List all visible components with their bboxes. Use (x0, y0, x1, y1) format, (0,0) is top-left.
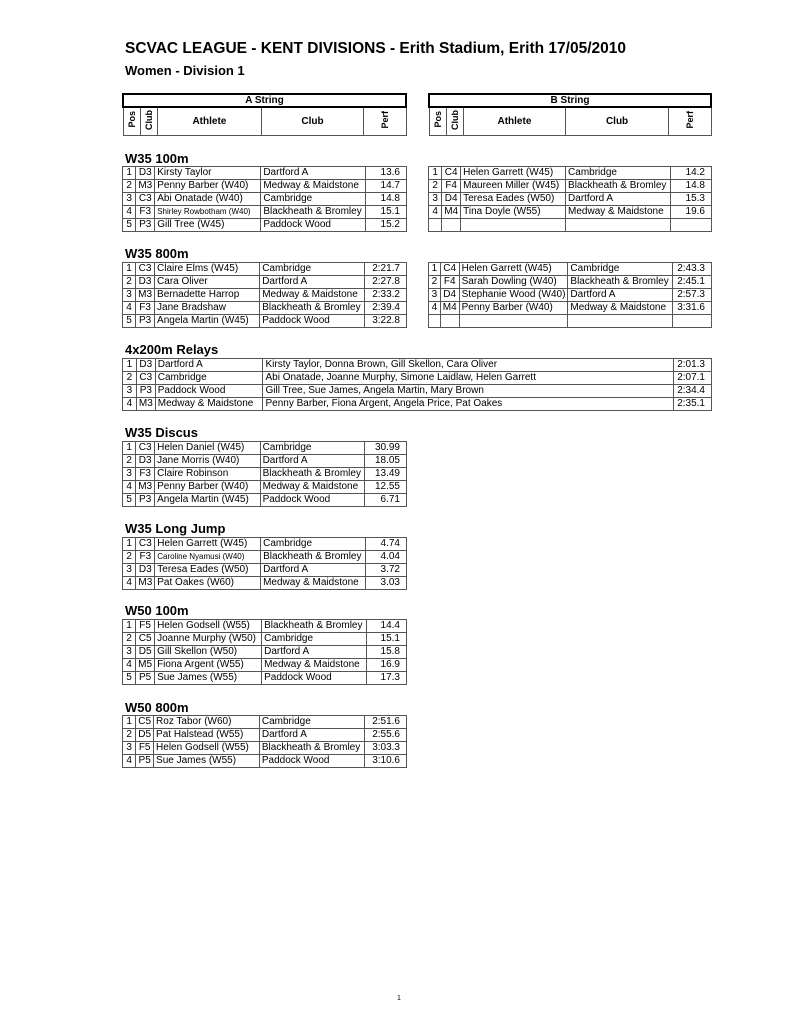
team-cell: Cambridge (155, 372, 263, 385)
pos-cell: 4 (123, 206, 136, 219)
table-row (123, 468, 407, 481)
w50-800m-table (122, 715, 407, 768)
table-row (123, 729, 407, 742)
pos-cell: 2 (123, 455, 136, 468)
club-cell: Blackheath & Bromley (566, 180, 671, 193)
pos-cell: 4 (123, 755, 136, 768)
club-cell: Paddock Wood (260, 315, 365, 328)
club-code-cell: M3 (136, 289, 155, 302)
club-code-cell: P3 (136, 315, 155, 328)
page-subtitle: Women - Division 1 (125, 63, 245, 78)
a-string-label: A String (123, 94, 406, 107)
club-cell: Paddock Wood (259, 755, 364, 768)
runners-cell: Abi Onatade, Joanne Murphy, Simone Laidlaw, Helen Garrett (263, 372, 674, 385)
perf-cell: 2:51.6 (364, 716, 407, 729)
w35-long-jump-table (122, 537, 407, 590)
athlete-cell: Angela Martin (W45) (155, 494, 260, 507)
table-row (123, 646, 407, 659)
table-row (123, 755, 407, 768)
perf-cell: 2:34.4 (674, 385, 712, 398)
club-cell: Dartford A (259, 729, 364, 742)
table-row (123, 742, 407, 755)
section-w35-long-jump: W35 Long Jump (125, 521, 226, 536)
table-row (123, 564, 407, 577)
club-cell: Medway & Maidstone (260, 481, 365, 494)
club-code-cell: M4 (440, 302, 459, 315)
athlete-cell: Gill Tree (W45) (155, 219, 261, 232)
club-code-cell: D4 (442, 193, 461, 206)
perf-cell: 15.3 (671, 193, 712, 206)
team-cell: Medway & Maidstone (155, 398, 263, 411)
athlete-cell: Shirley Rowbotham (W40) (155, 206, 261, 219)
table-row (123, 538, 407, 551)
perf-cell: 2:27.8 (364, 276, 406, 289)
col-athlete: Athlete (463, 107, 566, 136)
club-cell: Dartford A (262, 646, 367, 659)
athlete-cell: Helen Garrett (W45) (459, 263, 568, 276)
athlete-cell: Joanne Murphy (W50) (155, 633, 262, 646)
athlete-cell: Claire Robinson (155, 468, 260, 481)
perf-cell: 2:45.1 (672, 276, 711, 289)
table-row (429, 206, 712, 219)
w35-discus-table (122, 441, 407, 507)
pos-cell: 2 (123, 276, 136, 289)
pos-cell: 1 (123, 716, 136, 729)
club-cell: Medway & Maidstone (261, 577, 366, 590)
club-code-cell: D4 (440, 289, 459, 302)
table-row (429, 167, 712, 180)
club-code-cell: D3 (136, 564, 155, 577)
table-row (123, 672, 407, 685)
club-cell: Paddock Wood (262, 672, 367, 685)
table-row (123, 180, 407, 193)
table-row (123, 219, 407, 232)
pos-cell: 1 (429, 263, 441, 276)
b-string-header (428, 93, 712, 136)
pos-cell (429, 219, 442, 232)
perf-cell (671, 219, 712, 232)
club-code-cell: M3 (136, 398, 155, 411)
athlete-cell (461, 219, 566, 232)
athlete-cell: Jane Morris (W40) (155, 455, 260, 468)
table-row (429, 289, 712, 302)
pos-cell: 2 (123, 729, 136, 742)
w50-100m-table (122, 619, 407, 685)
athlete-cell: Helen Daniel (W45) (155, 442, 260, 455)
perf-cell: 4.74 (365, 538, 406, 551)
pos-cell: 5 (123, 315, 136, 328)
club-cell: Dartford A (260, 455, 365, 468)
pos-cell: 4 (429, 206, 442, 219)
pos-cell (429, 315, 441, 328)
pos-cell: 1 (429, 167, 442, 180)
perf-cell: 2:01.3 (674, 359, 712, 372)
club-code-cell: D3 (136, 167, 155, 180)
club-cell (568, 315, 672, 328)
table-row (429, 263, 712, 276)
club-code-cell: C4 (440, 263, 459, 276)
club-code-cell: D3 (136, 359, 155, 372)
club-code-cell: F3 (136, 206, 155, 219)
perf-cell: 6.71 (365, 494, 407, 507)
table-row (123, 206, 407, 219)
athlete-cell: Sue James (W55) (155, 672, 262, 685)
club-code-cell: P3 (136, 494, 155, 507)
table-row (123, 276, 407, 289)
page-number: 1 (397, 995, 401, 1002)
w35-100m-a-table (122, 166, 407, 232)
col-pos: Pos (123, 107, 140, 136)
w35-100m-b-table (428, 166, 712, 232)
col-club: Club (566, 107, 668, 136)
pos-cell: 3 (123, 385, 137, 398)
club-code-cell: D3 (136, 276, 155, 289)
perf-cell: 14.2 (671, 167, 712, 180)
table-row (123, 372, 712, 385)
table-row (429, 193, 712, 206)
a-string-header (122, 93, 407, 136)
club-cell: Dartford A (261, 564, 366, 577)
perf-cell: 16.9 (366, 659, 406, 672)
page-title: SCVAC LEAGUE - KENT DIVISIONS - Erith Stadium, Erith 17/05/2010 (125, 40, 626, 57)
pos-cell: 4 (123, 302, 136, 315)
club-cell: Dartford A (261, 167, 366, 180)
perf-cell: 2:21.7 (364, 263, 406, 276)
club-code-cell: P3 (136, 219, 155, 232)
club-code-cell: P5 (136, 672, 155, 685)
club-cell: Blackheath & Bromley (261, 551, 366, 564)
perf-cell: 2:33.2 (364, 289, 406, 302)
athlete-cell: Helen Godsell (W55) (155, 620, 262, 633)
club-code-cell: M3 (136, 577, 155, 590)
perf-cell: 13.49 (365, 468, 407, 481)
athlete-cell: Sue James (W55) (154, 755, 260, 768)
perf-cell: 3:10.6 (364, 755, 407, 768)
section-w35-100m: W35 100m (125, 151, 189, 166)
pos-cell: 3 (123, 742, 136, 755)
pos-cell: 2 (123, 551, 136, 564)
pos-cell: 4 (123, 659, 136, 672)
club-cell: Dartford A (568, 289, 672, 302)
athlete-cell: Helen Garrett (W45) (155, 538, 261, 551)
club-cell: Dartford A (566, 193, 671, 206)
club-code-cell: C3 (136, 442, 155, 455)
perf-cell: 19.6 (671, 206, 712, 219)
club-code-cell: D5 (136, 646, 155, 659)
athlete-cell: Penny Barber (W40) (155, 180, 261, 193)
club-cell: Cambridge (259, 716, 364, 729)
perf-cell: 3.72 (365, 564, 406, 577)
athlete-cell: Roz Tabor (W60) (154, 716, 260, 729)
club-code-cell: C5 (136, 716, 154, 729)
club-cell: Medway & Maidstone (262, 659, 367, 672)
club-cell: Medway & Maidstone (260, 289, 365, 302)
table-row (123, 577, 407, 590)
club-code-cell: P5 (136, 755, 154, 768)
pos-cell: 3 (429, 289, 441, 302)
perf-cell: 2:43.3 (672, 263, 711, 276)
club-code-cell: M3 (136, 180, 155, 193)
athlete-cell (459, 315, 568, 328)
table-row (123, 289, 407, 302)
perf-cell: 4.04 (365, 551, 406, 564)
pos-cell: 1 (123, 359, 137, 372)
perf-cell: 14.8 (366, 193, 407, 206)
table-row (429, 180, 712, 193)
athlete-cell: Teresa Eades (W50) (461, 193, 566, 206)
athlete-cell: Cara Oliver (155, 276, 260, 289)
pos-cell: 2 (429, 180, 442, 193)
athlete-cell: Jane Bradshaw (155, 302, 260, 315)
section-w35-discus: W35 Discus (125, 425, 198, 440)
col-club: Club (262, 107, 363, 136)
pos-cell: 5 (123, 219, 136, 232)
athlete-cell: Penny Barber (W40) (155, 481, 260, 494)
club-code-cell: M5 (136, 659, 155, 672)
perf-cell: 15.1 (366, 633, 406, 646)
club-cell: Cambridge (262, 633, 367, 646)
table-row (123, 385, 712, 398)
section-w50-800m: W50 800m (125, 700, 189, 715)
perf-cell: 14.8 (671, 180, 712, 193)
col-pos: Pos (429, 107, 446, 136)
club-code-cell: F5 (136, 620, 155, 633)
athlete-cell: Gill Skellon (W50) (155, 646, 262, 659)
table-row (429, 219, 712, 232)
perf-cell: 15.8 (366, 646, 406, 659)
pos-cell: 2 (123, 633, 136, 646)
pos-cell: 3 (123, 468, 136, 481)
club-cell: Cambridge (566, 167, 671, 180)
club-cell: Cambridge (260, 442, 365, 455)
pos-cell: 4 (123, 398, 137, 411)
pos-cell: 4 (123, 577, 136, 590)
table-row (123, 167, 407, 180)
perf-cell: 3.03 (365, 577, 406, 590)
athlete-cell: Fiona Argent (W55) (155, 659, 262, 672)
perf-cell: 2:55.6 (364, 729, 407, 742)
relays-table (122, 358, 712, 411)
pos-cell: 4 (429, 302, 441, 315)
pos-cell: 3 (123, 646, 136, 659)
perf-cell: 2:07.1 (674, 372, 712, 385)
table-row (123, 263, 407, 276)
w35-800m-a-table (122, 262, 407, 328)
table-row (429, 302, 712, 315)
section-w35-800m: W35 800m (125, 246, 189, 261)
perf-cell: 2:57.3 (672, 289, 711, 302)
table-row (123, 193, 407, 206)
pos-cell: 4 (123, 481, 136, 494)
club-cell: Blackheath & Bromley (259, 742, 364, 755)
athlete-cell: Claire Elms (W45) (155, 263, 260, 276)
club-cell: Medway & Maidstone (261, 180, 366, 193)
pos-cell: 3 (123, 564, 136, 577)
perf-cell: 3:22.8 (364, 315, 406, 328)
perf-cell: 12.55 (365, 481, 407, 494)
club-code-cell: C3 (136, 193, 155, 206)
club-code-cell: F4 (440, 276, 459, 289)
athlete-cell: Sarah Dowling (W40) (459, 276, 568, 289)
club-cell: Blackheath & Bromley (260, 468, 365, 481)
athlete-cell: Abi Onatade (W40) (155, 193, 261, 206)
athlete-cell: Kirsty Taylor (155, 167, 261, 180)
club-code-cell: M4 (442, 206, 461, 219)
col-perf: Perf (363, 107, 406, 136)
col-club-code: Club (140, 107, 157, 136)
perf-cell: 2:35.1 (674, 398, 712, 411)
runners-cell: Penny Barber, Fiona Argent, Angela Price, Pat Oakes (263, 398, 674, 411)
table-row (123, 359, 712, 372)
club-cell: Blackheath & Bromley (261, 206, 366, 219)
table-row (123, 659, 407, 672)
perf-cell: 15.2 (366, 219, 407, 232)
athlete-cell: Tina Doyle (W55) (461, 206, 566, 219)
table-row (123, 481, 407, 494)
club-cell: Medway & Maidstone (568, 302, 672, 315)
col-athlete: Athlete (157, 107, 262, 136)
table-row (123, 494, 407, 507)
runners-cell: Gill Tree, Sue James, Angela Martin, Mary Brown (263, 385, 674, 398)
athlete-cell: Helen Garrett (W45) (461, 167, 566, 180)
pos-cell: 5 (123, 494, 136, 507)
pos-cell: 1 (123, 167, 136, 180)
athlete-cell: Penny Barber (W40) (459, 302, 568, 315)
club-code-cell: D5 (136, 729, 154, 742)
table-row (429, 315, 712, 328)
col-club-code: Club (446, 107, 463, 136)
table-row (123, 398, 712, 411)
club-code-cell: C4 (442, 167, 461, 180)
club-code-cell (440, 315, 459, 328)
table-row (123, 455, 407, 468)
club-code-cell: C5 (136, 633, 155, 646)
table-row (123, 633, 407, 646)
club-cell (566, 219, 671, 232)
perf-cell: 2:39.4 (364, 302, 406, 315)
club-code-cell (442, 219, 461, 232)
col-perf: Perf (668, 107, 711, 136)
club-code-cell: F3 (136, 302, 155, 315)
athlete-cell: Teresa Eades (W50) (155, 564, 261, 577)
pos-cell: 3 (123, 193, 136, 206)
club-code-cell: F3 (136, 551, 155, 564)
athlete-cell: Stephanie Wood (W40) (459, 289, 568, 302)
pos-cell: 2 (123, 180, 136, 193)
table-row (123, 315, 407, 328)
club-cell: Dartford A (260, 276, 365, 289)
pos-cell: 2 (123, 372, 137, 385)
pos-cell: 2 (429, 276, 441, 289)
perf-cell: 18.05 (365, 455, 407, 468)
pos-cell: 1 (123, 620, 136, 633)
perf-cell: 13.6 (366, 167, 407, 180)
perf-cell: 14.4 (366, 620, 406, 633)
club-cell: Medway & Maidstone (566, 206, 671, 219)
table-row (429, 276, 712, 289)
table-row (123, 620, 407, 633)
pos-cell: 1 (123, 263, 136, 276)
club-code-cell: C3 (136, 372, 155, 385)
perf-cell: 3:31.6 (672, 302, 711, 315)
team-cell: Paddock Wood (155, 385, 263, 398)
perf-cell: 15.1 (366, 206, 407, 219)
w35-800m-b-table (428, 262, 712, 328)
team-cell: Dartford A (155, 359, 263, 372)
table-row (123, 551, 407, 564)
club-code-cell: D3 (136, 455, 155, 468)
runners-cell: Kirsty Taylor, Donna Brown, Gill Skellon, Cara Oliver (263, 359, 674, 372)
club-cell: Blackheath & Bromley (260, 302, 365, 315)
club-cell: Cambridge (568, 263, 672, 276)
club-code-cell: M3 (136, 481, 155, 494)
athlete-cell: Angela Martin (W45) (155, 315, 260, 328)
club-code-cell: F5 (136, 742, 154, 755)
athlete-cell: Bernadette Harrop (155, 289, 260, 302)
pos-cell: 1 (123, 538, 136, 551)
pos-cell: 5 (123, 672, 136, 685)
athlete-cell: Helen Godsell (W55) (154, 742, 260, 755)
athlete-cell: Maureen Miller (W45) (461, 180, 566, 193)
perf-cell: 17.3 (366, 672, 406, 685)
club-cell: Blackheath & Bromley (262, 620, 367, 633)
pos-cell: 1 (123, 442, 136, 455)
perf-cell: 3:03.3 (364, 742, 407, 755)
club-cell: Paddock Wood (260, 494, 365, 507)
perf-cell: 30.99 (365, 442, 407, 455)
club-cell: Paddock Wood (261, 219, 366, 232)
club-code-cell: C3 (136, 538, 155, 551)
athlete-cell: Caroline Nyamusi (W40) (155, 551, 261, 564)
section-w50-100m: W50 100m (125, 603, 189, 618)
club-cell: Cambridge (261, 193, 366, 206)
b-string-label: B String (429, 94, 711, 107)
perf-cell: 14.7 (366, 180, 407, 193)
athlete-cell: Pat Oakes (W60) (155, 577, 261, 590)
club-code-cell: C3 (136, 263, 155, 276)
club-cell: Cambridge (260, 263, 365, 276)
club-code-cell: F4 (442, 180, 461, 193)
pos-cell: 3 (123, 289, 136, 302)
perf-cell (672, 315, 711, 328)
club-code-cell: F3 (136, 468, 155, 481)
table-row (123, 442, 407, 455)
club-cell: Blackheath & Bromley (568, 276, 672, 289)
pos-cell: 3 (429, 193, 442, 206)
section-relays: 4x200m Relays (125, 342, 219, 357)
club-cell: Cambridge (261, 538, 366, 551)
athlete-cell: Pat Halstead (W55) (154, 729, 260, 742)
table-row (123, 716, 407, 729)
club-code-cell: P3 (136, 385, 155, 398)
table-row (123, 302, 407, 315)
